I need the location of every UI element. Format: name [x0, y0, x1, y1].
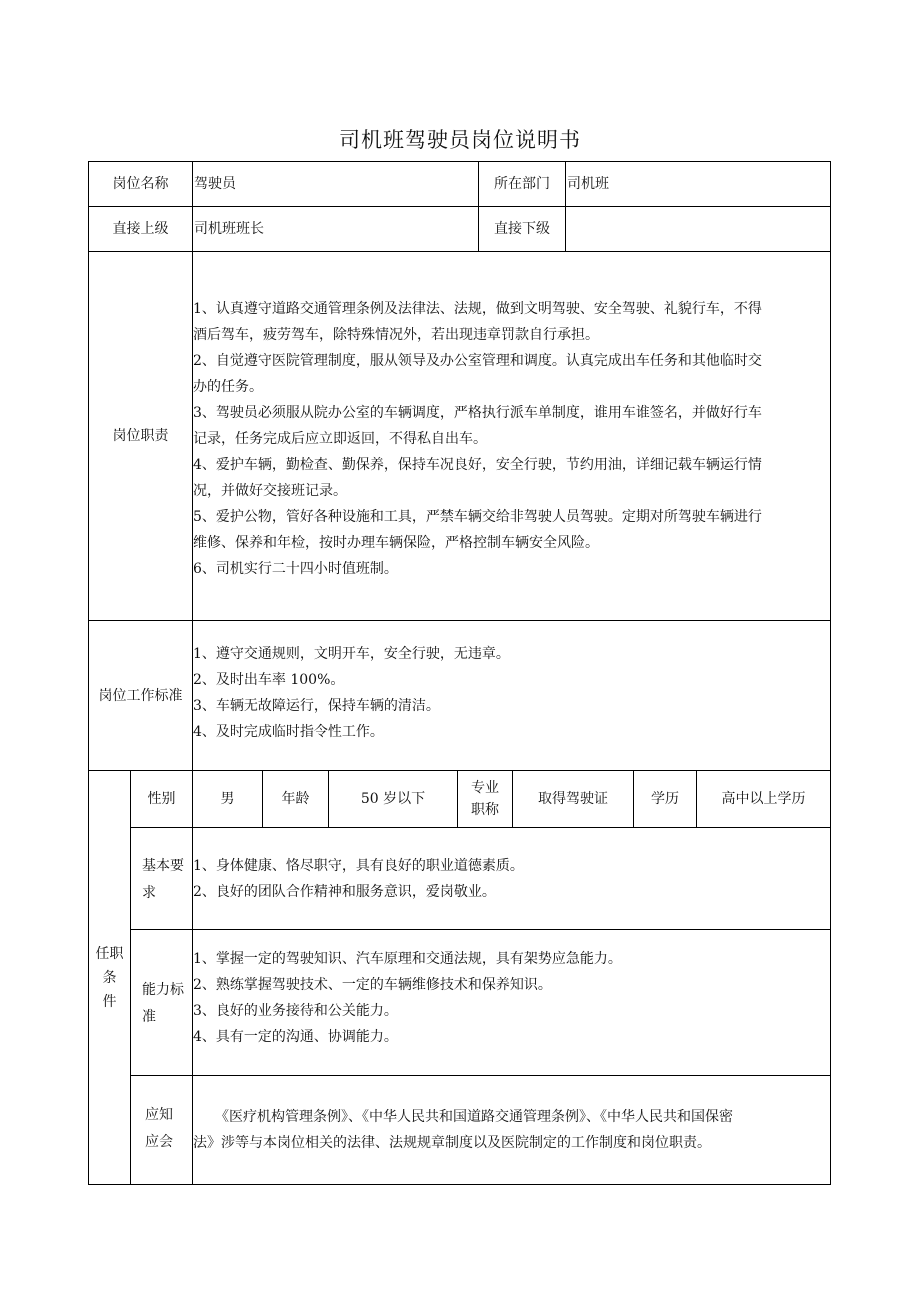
position-name-value: 驾驶员 — [194, 176, 236, 192]
professional-title-value: 取得驾驶证 — [538, 791, 608, 807]
duties-line: 3、驾驶员必须服从院办公室的车辆调度，严格执行派车单制度，谁用车谁签名，并做好行车 — [193, 405, 762, 421]
knowledge-label: 应知 应会 — [145, 1107, 173, 1150]
subordinate-value — [567, 207, 827, 251]
basic-line: 2、良好的团队合作精神和服务意识，爱岗敬业。 — [193, 884, 496, 900]
standards-line: 1、遵守交通规则，文明开车，安全行驶，无违章。 — [193, 646, 510, 662]
ability-line: 3、良好的业务接待和公关能力。 — [193, 1003, 398, 1019]
ability-line: 1、掌握一定的驾驶知识、汽车原理和交通法规，具有架势应急能力。 — [193, 951, 622, 967]
department-label: 所在部门 — [494, 176, 550, 192]
duties-line: 1、认真遵守道路交通管理条例及法律法、法规，做到文明驾驶、安全驾驶、礼貌行车，不得 — [193, 301, 762, 317]
age-label: 年龄 — [281, 791, 310, 807]
ability-standard-text — [193, 946, 829, 1050]
duties-text — [193, 296, 829, 582]
duties-line: 2、自觉遵守医院管理制度，服从领导及办公室管理和调度。认真完成出车任务和其他临时交 — [193, 353, 762, 369]
superior-value: 司机班班长 — [194, 221, 264, 237]
standards-text — [193, 641, 829, 745]
ability-line: 4、具有一定的沟通、协调能力。 — [193, 1029, 398, 1045]
ability-line: 2、熟练掌握驾驶技术、一定的车辆维修技术和保养知识。 — [193, 977, 552, 993]
duties-line: 6、司机实行二十四小时值班制。 — [193, 561, 398, 577]
department-value: 司机班 — [567, 176, 609, 192]
basic-requirements-label: 基本要 求 — [142, 858, 184, 901]
subordinate-label: 直接下级 — [494, 221, 550, 237]
ability-standard-label: 能力标 准 — [142, 982, 184, 1025]
standards-line: 2、及时出车率 100%。 — [193, 672, 345, 688]
duties-label: 岗位职责 — [112, 428, 169, 444]
education-label: 学历 — [651, 791, 679, 807]
duties-line: 维修、保养和年检，按时办理车辆保险，严格控制车辆安全风险。 — [193, 535, 599, 551]
knowledge-text — [193, 1104, 829, 1156]
education-value: 高中以上学历 — [721, 791, 806, 807]
standards-label: 岗位工作标准 — [98, 687, 183, 704]
knowledge-line: 《医疗机构管理条例》、《中华人民共和国道路交通管理条例》、《中华人民共和国保密 — [215, 1109, 733, 1125]
duties-line: 记录，任务完成后应立即返回，不得私自出车。 — [193, 431, 487, 447]
basic-line: 1、身体健康、恪尽职守，具有良好的职业道德素质。 — [193, 858, 524, 874]
superior-label: 直接上级 — [112, 221, 169, 237]
professional-title-label: 专业 职称 — [471, 780, 499, 818]
gender-value: 男 — [220, 791, 235, 807]
standards-line: 3、车辆无故障运行，保持车辆的清洁。 — [193, 698, 440, 714]
knowledge-line: 法》涉等与本岗位相关的法律、法规规章制度以及医院制定的工作制度和岗位职责。 — [193, 1135, 711, 1151]
duties-line: 况，并做好交接班记录。 — [193, 483, 347, 499]
duties-line: 4、爱护车辆，勤检查、勤保养，保持车况良好，安全行驶，节约用油，详细记载车辆运行情 — [193, 457, 762, 473]
age-value: 50 岁以下 — [360, 791, 426, 807]
requirements-label: 任职 条 件 — [95, 945, 124, 1010]
duties-line: 办的任务。 — [193, 379, 263, 395]
page-title: 司机班驾驶员岗位说明书 — [339, 128, 581, 152]
position-name-label: 岗位名称 — [112, 176, 169, 192]
gender-label: 性别 — [147, 791, 176, 807]
duties-line: 5、爱护公物，管好各种设施和工具，严禁车辆交给非驾驶人员驾驶。定期对所驾驶车辆进行 — [193, 509, 762, 525]
basic-requirements-text — [193, 853, 829, 905]
duties-line: 酒后驾车，疲劳驾车，除特殊情况外，若出现违章罚款自行承担。 — [193, 327, 599, 343]
standards-line: 4、及时完成临时指令性工作。 — [193, 724, 384, 740]
